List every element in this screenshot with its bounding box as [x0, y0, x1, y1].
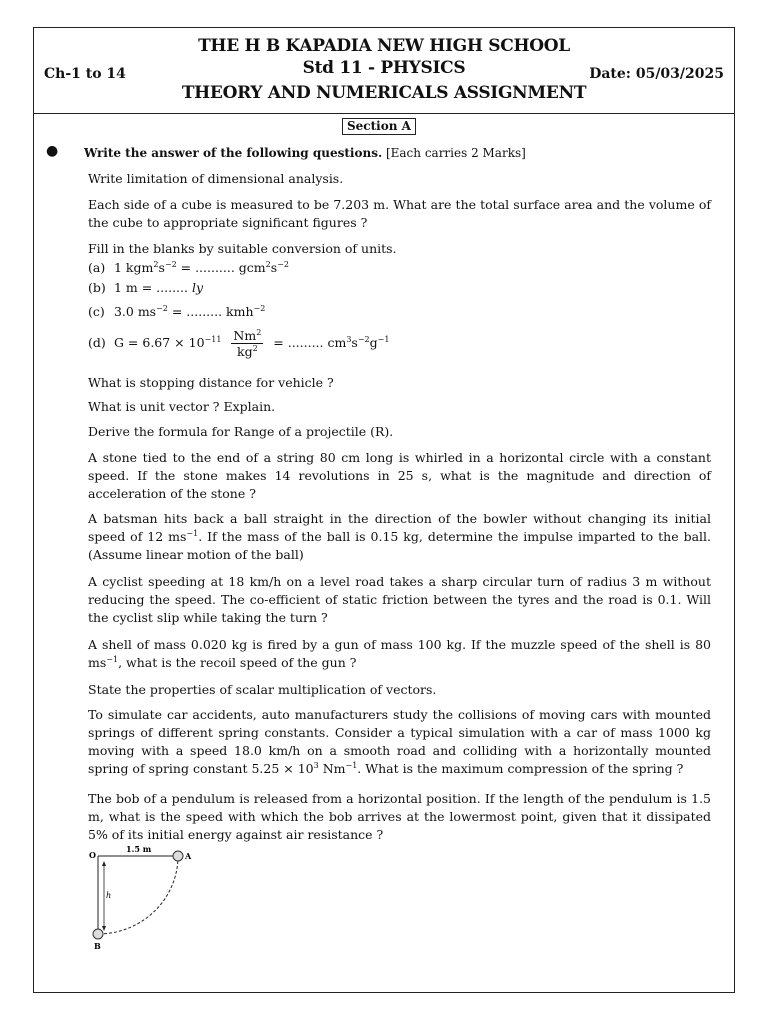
question-3d: (d) $G = 6.67 \times 10^{-11}$ $\frac{Nm^2}{kg^2}$ = ......... $cm^3s^{-2}g^{-1}$ [88, 328, 390, 359]
page-frame [33, 27, 735, 993]
question-9: A cyclist speeding at 18 km/h on a level road takes a sharp circular turn of radius 3 m without reducing the speed. The co-efficient of static friction between the tyres and the road is 0.1. Will the cyclist slip while taking the turn ? [88, 574, 711, 625]
arrow-up-icon [102, 861, 106, 866]
label-o: O [89, 850, 96, 860]
header [34, 28, 734, 114]
question-11: State the properties of scalar multiplication of vectors. [88, 682, 437, 697]
assignment-title: THEORY AND NUMERICALS ASSIGNMENT [181, 83, 587, 103]
section-label: Section A [342, 118, 416, 135]
date: Date: 05/03/2025 [589, 66, 724, 82]
school-name: THE H B KAPADIA NEW HIGH SCHOOL [198, 36, 570, 56]
question-13: The bob of a pendulum is released from a horizontal position. If the length of the pendulum is 1.5 m, what is the speed with which the bob arrives at the lowermost point, given that it dissipated 5% of its initial energy against air resistance ? [88, 791, 711, 842]
question-4: What is stopping distance for vehicle ? [88, 375, 334, 390]
question-10: A shell of mass 0.020 kg is fired by a gun of mass 100 kg. If the muzzle speed of the shell is 80 $ms^{-1}$, what is the recoil speed of the gun ? [88, 637, 711, 670]
question-2: Each side of a cube is measured to be 7.203 m. What are the total surface area and the volume of the cube to appropriate significant figures ? [88, 197, 711, 230]
label-h: h [106, 891, 112, 900]
arrow-down-icon [102, 926, 106, 931]
question-8: A batsman hits back a ball straight in the direction of the bowler without changing its initial speed of 12 $ms^{-1}$. If the mass of the ball is 0.15 kg, determine the impulse imparted to the ball. (Assume linear motion of the ball) [88, 511, 711, 562]
bob-at-b [93, 929, 103, 939]
question-3b: (b) 1 m = ........ ly [88, 280, 204, 295]
question-5: What is unit vector ? Explain. [88, 399, 276, 414]
fraction: $\frac{Nm^2}{kg^2}$ [233, 328, 262, 359]
question-3: Fill in the blanks by suitable conversion of units. [88, 241, 397, 256]
question-7: A stone tied to the end of a string 80 cm long is whirled in a horizontal circle with a constant speed. If the stone makes 14 revolutions in 25 s, what is the magnitude and direction of acceleration of the stone ? [88, 450, 711, 501]
instruction-text: Write the answer of the following questions. [Each carries 2 Marks] [84, 146, 526, 160]
label-b: B [94, 941, 101, 951]
question-12: To simulate car accidents, auto manufacturers study the collisions of moving cars with mounted springs of different spring constants. Consider a typical simulation with a car of mass 1000 kg moving with a speed 18.0 km/h on a smooth road and colliding with a horizontally mounted spring of spring constant $5.25 \times 10^3$ $Nm^{-1}$. What is the maximum compression of the spring ? [88, 707, 711, 776]
standard: Std 11 - PHYSICS [302, 58, 466, 78]
question-1: Write limitation of dimensional analysis. [88, 171, 344, 186]
question-6: Derive the formula for Range of a projectile (R). [88, 424, 394, 439]
question-3c: (c) 3.0 $ms^{-2}$ = ......... kmh$^{-2}$ [88, 304, 266, 319]
bob-at-a [173, 851, 183, 861]
label-a: A [185, 851, 192, 861]
chapters: Ch-1 to 14 [44, 66, 126, 82]
length-label: 1.5 m [126, 844, 152, 854]
bullet-icon: ● [46, 143, 59, 159]
pendulum-diagram [86, 842, 206, 952]
question-3a: (a) 1 $kgm^2s^{-2}$ = .......... $gcm^2s^{-2}$ [88, 260, 289, 275]
